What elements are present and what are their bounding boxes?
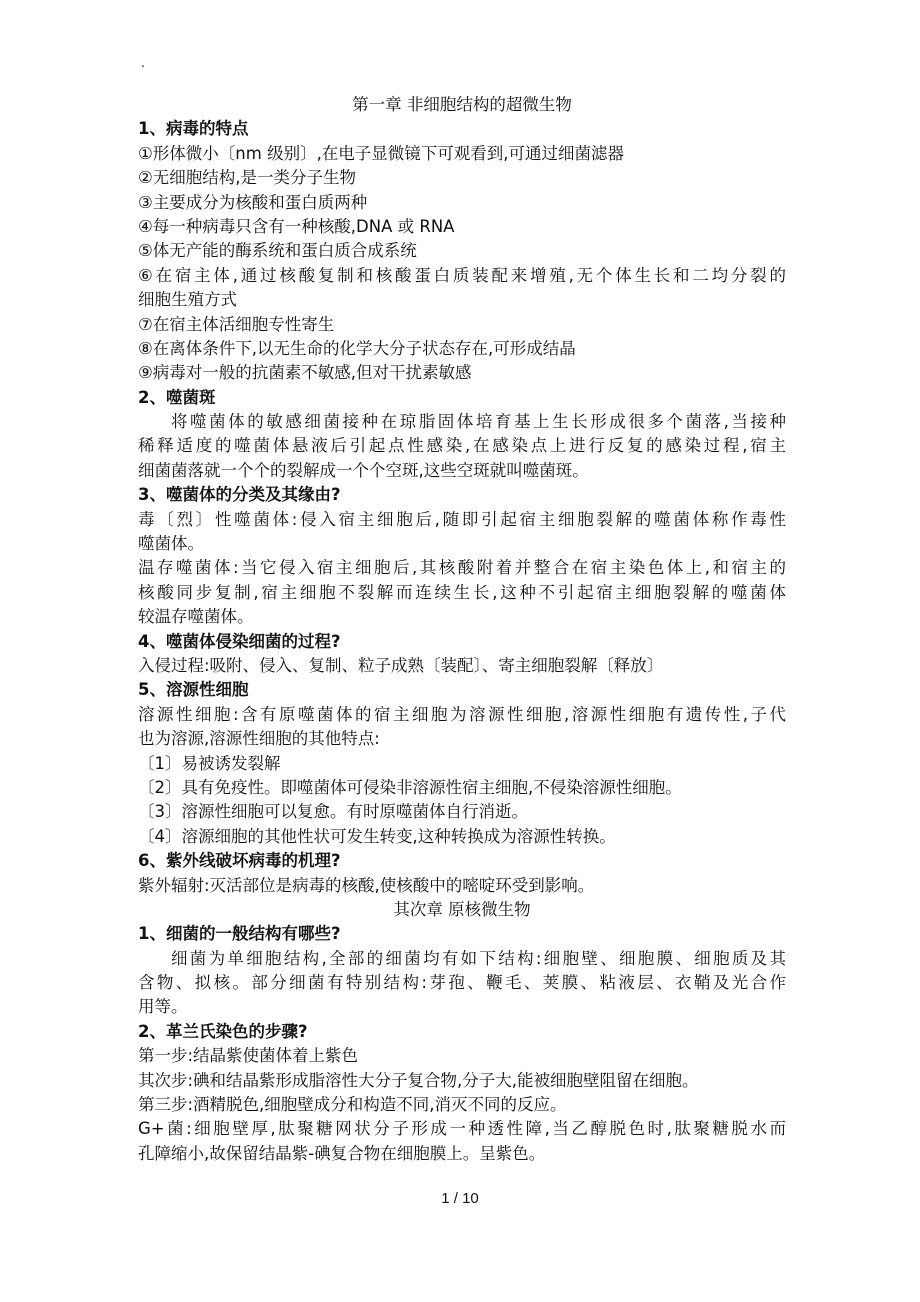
paragraph	[138, 800, 786, 824]
paragraph	[138, 337, 786, 361]
paragraph	[138, 1069, 786, 1093]
text-line: 〔3〕溶源性细胞可以复愈。有时原噬菌体自行消逝。	[138, 802, 528, 822]
page-number: 1 / 10	[441, 1190, 479, 1207]
text-line: ⑦在宿主体活细胞专性寄生	[138, 314, 335, 334]
paragraph	[138, 1117, 786, 1166]
paragraph	[138, 654, 786, 678]
text-line: 第一步:结晶紫使菌体着上紫色	[138, 1046, 359, 1066]
paragraph	[138, 825, 786, 849]
text-line: 细菌菌落就一个个的裂解成一个个空斑,这些空斑就叫噬菌斑。	[138, 460, 589, 480]
text-line: 〔2〕具有免疫性。即噬菌体可侵染非溶源性宿主细胞,不侵染溶源性细胞。	[138, 777, 682, 797]
text-line: 噬菌体。	[138, 534, 204, 554]
text-line: 其次步:碘和结晶紫形成脂溶性大分子复合物,分子大,能被细胞壁阻留在细胞。	[138, 1070, 699, 1090]
text-line: 其次章 原核微生物	[393, 899, 531, 919]
paragraph	[138, 239, 786, 263]
paragraph	[138, 361, 786, 385]
paragraph	[138, 752, 786, 776]
text-line: 将噬菌体的敏感细菌接种在琼脂固体培育基上生长形成很多个菌落,当接种	[171, 412, 786, 432]
paragraph	[138, 410, 786, 483]
text-line: 5、溶源性细胞	[138, 680, 249, 700]
section-heading	[138, 386, 786, 410]
paragraph	[138, 215, 786, 239]
text-line: G+菌:细胞壁厚,肽聚糖网状分子形成一种透性障,当乙醇脱色时,肽聚糖脱水而	[138, 1119, 786, 1139]
paragraph	[138, 166, 786, 190]
text-line: 4、噬菌体侵染细菌的过程?	[138, 631, 341, 651]
text-line: 细胞生殖方式	[138, 290, 237, 310]
section-heading	[138, 1020, 786, 1044]
chapter-title	[138, 93, 786, 117]
paragraph	[138, 142, 786, 166]
paragraph	[138, 703, 786, 752]
section-heading	[138, 630, 786, 654]
text-line: 入侵过程:吸附、侵入、复制、粒子成熟〔装配〕、寄主细胞裂解〔释放〕	[138, 655, 664, 675]
text-line: ⑥在宿主体,通过核酸复制和核酸蛋白质装配来增殖,无个体生长和二均分裂的	[138, 265, 786, 285]
text-line: ②无细胞结构,是一类分子生物	[138, 168, 357, 188]
text-line: 孔障缩小,故保留结晶紫-碘复合物在细胞膜上。呈紫色。	[138, 1143, 546, 1163]
paragraph	[138, 1044, 786, 1068]
document-body	[138, 93, 786, 1166]
section-heading	[138, 483, 786, 507]
section-heading	[138, 922, 786, 946]
text-line: 稀释适度的噬菌体悬液后引起点性感染,在感染点上进行反复的感染过程,宿主	[138, 436, 786, 456]
text-line: 2、噬菌斑	[138, 387, 216, 407]
paragraph	[138, 191, 786, 215]
chapter-title	[138, 898, 786, 922]
text-line: ④每一种病毒只含有一种核酸,DNA 或 RNA	[138, 216, 455, 236]
paragraph	[138, 947, 786, 1020]
paragraph	[138, 1093, 786, 1117]
text-line: 较温存噬菌体。	[138, 607, 254, 627]
paragraph	[138, 556, 786, 629]
text-line: ⑤体无产能的酶系统和蛋白质合成系统	[138, 241, 417, 261]
text-line: 1、细菌的一般结构有哪些?	[138, 924, 341, 944]
text-line: 3、噬菌体的分类及其缘由?	[138, 485, 341, 505]
section-heading	[138, 678, 786, 702]
paragraph	[138, 313, 786, 337]
text-line: 用等。	[138, 997, 188, 1017]
text-line: 1、病毒的特点	[138, 119, 249, 139]
paragraph	[138, 776, 786, 800]
text-line: 细菌为单细胞结构,全部的细菌均有如下结构:细胞壁、细胞膜、细胞质及其	[171, 948, 786, 968]
text-line: 含物、拟核。部分细菌有特别结构:芽孢、鞭毛、荚膜、粘液层、衣鞘及光合作	[138, 973, 786, 993]
paragraph	[138, 874, 786, 898]
text-line: 第三步:酒精脱色,细胞壁成分和构造不同,消灭不同的反应。	[138, 1095, 567, 1115]
text-line: 〔1〕易被诱发裂解	[138, 753, 281, 773]
paragraph	[138, 264, 786, 313]
text-line: 〔4〕溶源细胞的其他性状可发生转变,这种转换成为溶源性转换。	[138, 826, 616, 846]
text-line: 溶源性细胞:含有原噬菌体的宿主细胞为溶源性细胞,溶源性细胞有遗传性,子代	[138, 704, 786, 724]
text-line: 第一章 非细胞结构的超微生物	[352, 95, 572, 114]
paragraph	[138, 508, 786, 557]
text-line: 也为溶源,溶源性细胞的其他特点:	[138, 729, 380, 749]
text-line: 温存噬菌体:当它侵入宿主细胞后,其核酸附着并整合在宿主染色体上,和宿主的	[138, 558, 786, 578]
text-line: 6、紫外线破坏病毒的机理?	[138, 851, 341, 871]
text-line: 2、革兰氏染色的步骤?	[138, 1021, 308, 1041]
text-line: ③主要成分为核酸和蛋白质两种	[138, 192, 368, 212]
text-line: 核酸同步复制,宿主细胞不裂解而连续生长,这种不引起宿主细胞裂解的噬菌体	[138, 582, 786, 602]
text-line: 紫外辐射:灭活部位是病毒的核酸,使核酸中的嘧啶环受到影响。	[138, 875, 595, 895]
text-line: ⑧在离体条件下,以无生命的化学大分子状态存在,可形成结晶	[138, 338, 576, 358]
section-heading	[138, 849, 786, 873]
text-line: ⑨病毒对一般的抗菌素不敏感,但对干扰素敏感	[138, 363, 472, 383]
section-heading	[138, 117, 786, 141]
text-line: ①形体微小〔nm 级别〕,在电子显微镜下可观看到,可通过细菌滤器	[138, 143, 625, 163]
text-line: 毒〔烈〕性噬菌体:侵入宿主细胞后,随即引起宿主细胞裂解的噬菌体称作毒性	[138, 509, 786, 529]
header-mark: .	[141, 56, 145, 70]
